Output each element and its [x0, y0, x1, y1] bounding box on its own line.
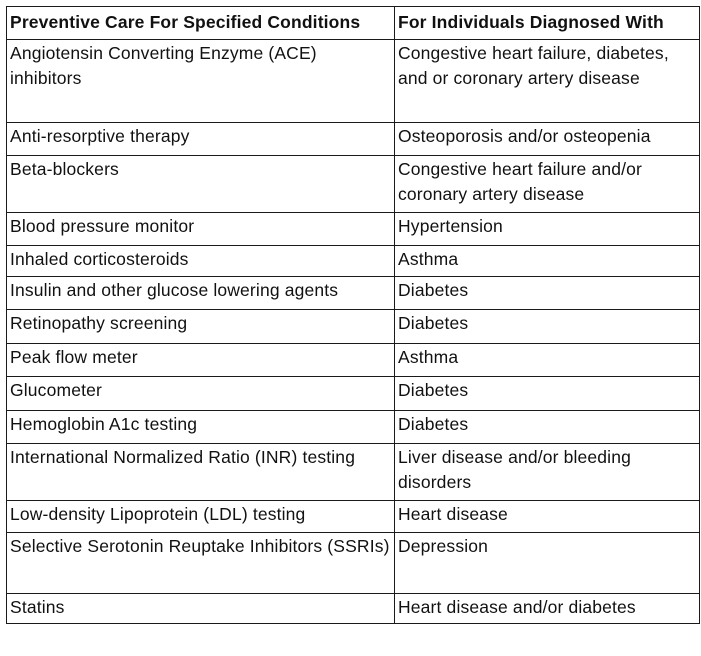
- care-text: Insulin and other glucose lowering agents: [10, 280, 339, 300]
- condition-cell: [395, 123, 700, 156]
- condition-cell: [395, 444, 700, 501]
- condition-text: Diabetes: [398, 313, 469, 333]
- table-row: [7, 377, 700, 411]
- table-row: [7, 501, 700, 533]
- condition-cell: [395, 594, 700, 624]
- header-cell-condition: [395, 7, 700, 40]
- care-text: Hemoglobin A1c testing: [10, 414, 198, 434]
- header-care-label: Preventive Care For Specified Conditions: [10, 12, 361, 32]
- condition-text: Osteoporosis and/or osteopenia: [398, 126, 651, 146]
- table-row: [7, 411, 700, 444]
- table-row: [7, 123, 700, 156]
- care-text: Retinopathy screening: [10, 313, 188, 333]
- care-text: Blood pressure monitor: [10, 216, 195, 236]
- care-cell: [7, 411, 395, 444]
- header-row: [7, 7, 700, 40]
- condition-cell: [395, 377, 700, 411]
- condition-cell: [395, 156, 700, 213]
- care-cell: [7, 444, 395, 501]
- care-text: Beta-blockers: [10, 159, 119, 179]
- care-text: Selective Serotonin Reuptake Inhibitors (SSRIs): [10, 536, 390, 556]
- table-row: [7, 277, 700, 310]
- condition-text: Asthma: [398, 347, 459, 367]
- condition-text: Congestive heart failure and/or coronary artery disease: [398, 159, 642, 204]
- care-cell: [7, 377, 395, 411]
- condition-text: Diabetes: [398, 380, 469, 400]
- care-text: Peak flow meter: [10, 347, 138, 367]
- care-cell: [7, 40, 395, 123]
- table-row: [7, 533, 700, 594]
- care-cell: [7, 594, 395, 624]
- care-text: International Normalized Ratio (INR) testing: [10, 447, 356, 467]
- care-text: Inhaled corticosteroids: [10, 249, 189, 269]
- table-row: [7, 594, 700, 624]
- table-row: [7, 156, 700, 213]
- header-condition-label: For Individuals Diagnosed With: [398, 12, 664, 32]
- care-cell: [7, 501, 395, 533]
- care-cell: [7, 156, 395, 213]
- condition-text: Liver disease and/or bleeding disorders: [398, 447, 631, 492]
- table-row: [7, 344, 700, 377]
- care-cell: [7, 246, 395, 277]
- condition-cell: [395, 411, 700, 444]
- condition-cell: [395, 246, 700, 277]
- condition-cell: [395, 310, 700, 344]
- condition-text: Hypertension: [398, 216, 503, 236]
- condition-cell: [395, 277, 700, 310]
- table-row: [7, 40, 700, 123]
- condition-cell: [395, 533, 700, 594]
- table-row: [7, 310, 700, 344]
- table-header: [7, 7, 700, 40]
- condition-text: Heart disease: [398, 504, 508, 524]
- care-cell: [7, 310, 395, 344]
- header-cell-care: [7, 7, 395, 40]
- care-text: Statins: [10, 597, 65, 617]
- condition-cell: [395, 501, 700, 533]
- care-text: Low-density Lipoprotein (LDL) testing: [10, 504, 306, 524]
- table-body: [7, 40, 700, 624]
- condition-text: Depression: [398, 536, 489, 556]
- condition-cell: [395, 40, 700, 123]
- care-text: Glucometer: [10, 380, 102, 400]
- care-cell: [7, 344, 395, 377]
- table-row: [7, 213, 700, 246]
- condition-text: Heart disease and/or diabetes: [398, 597, 636, 617]
- table-row: [7, 246, 700, 277]
- care-text: Angiotensin Converting Enzyme (ACE) inhibitors: [10, 43, 317, 88]
- condition-cell: [395, 344, 700, 377]
- condition-text: Diabetes: [398, 280, 469, 300]
- table-row: [7, 444, 700, 501]
- condition-text: Congestive heart failure, diabetes, and or coronary artery disease: [398, 43, 669, 88]
- condition-text: Asthma: [398, 249, 459, 269]
- condition-cell: [395, 213, 700, 246]
- care-cell: [7, 277, 395, 310]
- care-text: Anti-resorptive therapy: [10, 126, 190, 146]
- care-cell: [7, 123, 395, 156]
- care-cell: [7, 213, 395, 246]
- care-cell: [7, 533, 395, 594]
- condition-text: Diabetes: [398, 414, 469, 434]
- preventive-care-table: [6, 6, 700, 624]
